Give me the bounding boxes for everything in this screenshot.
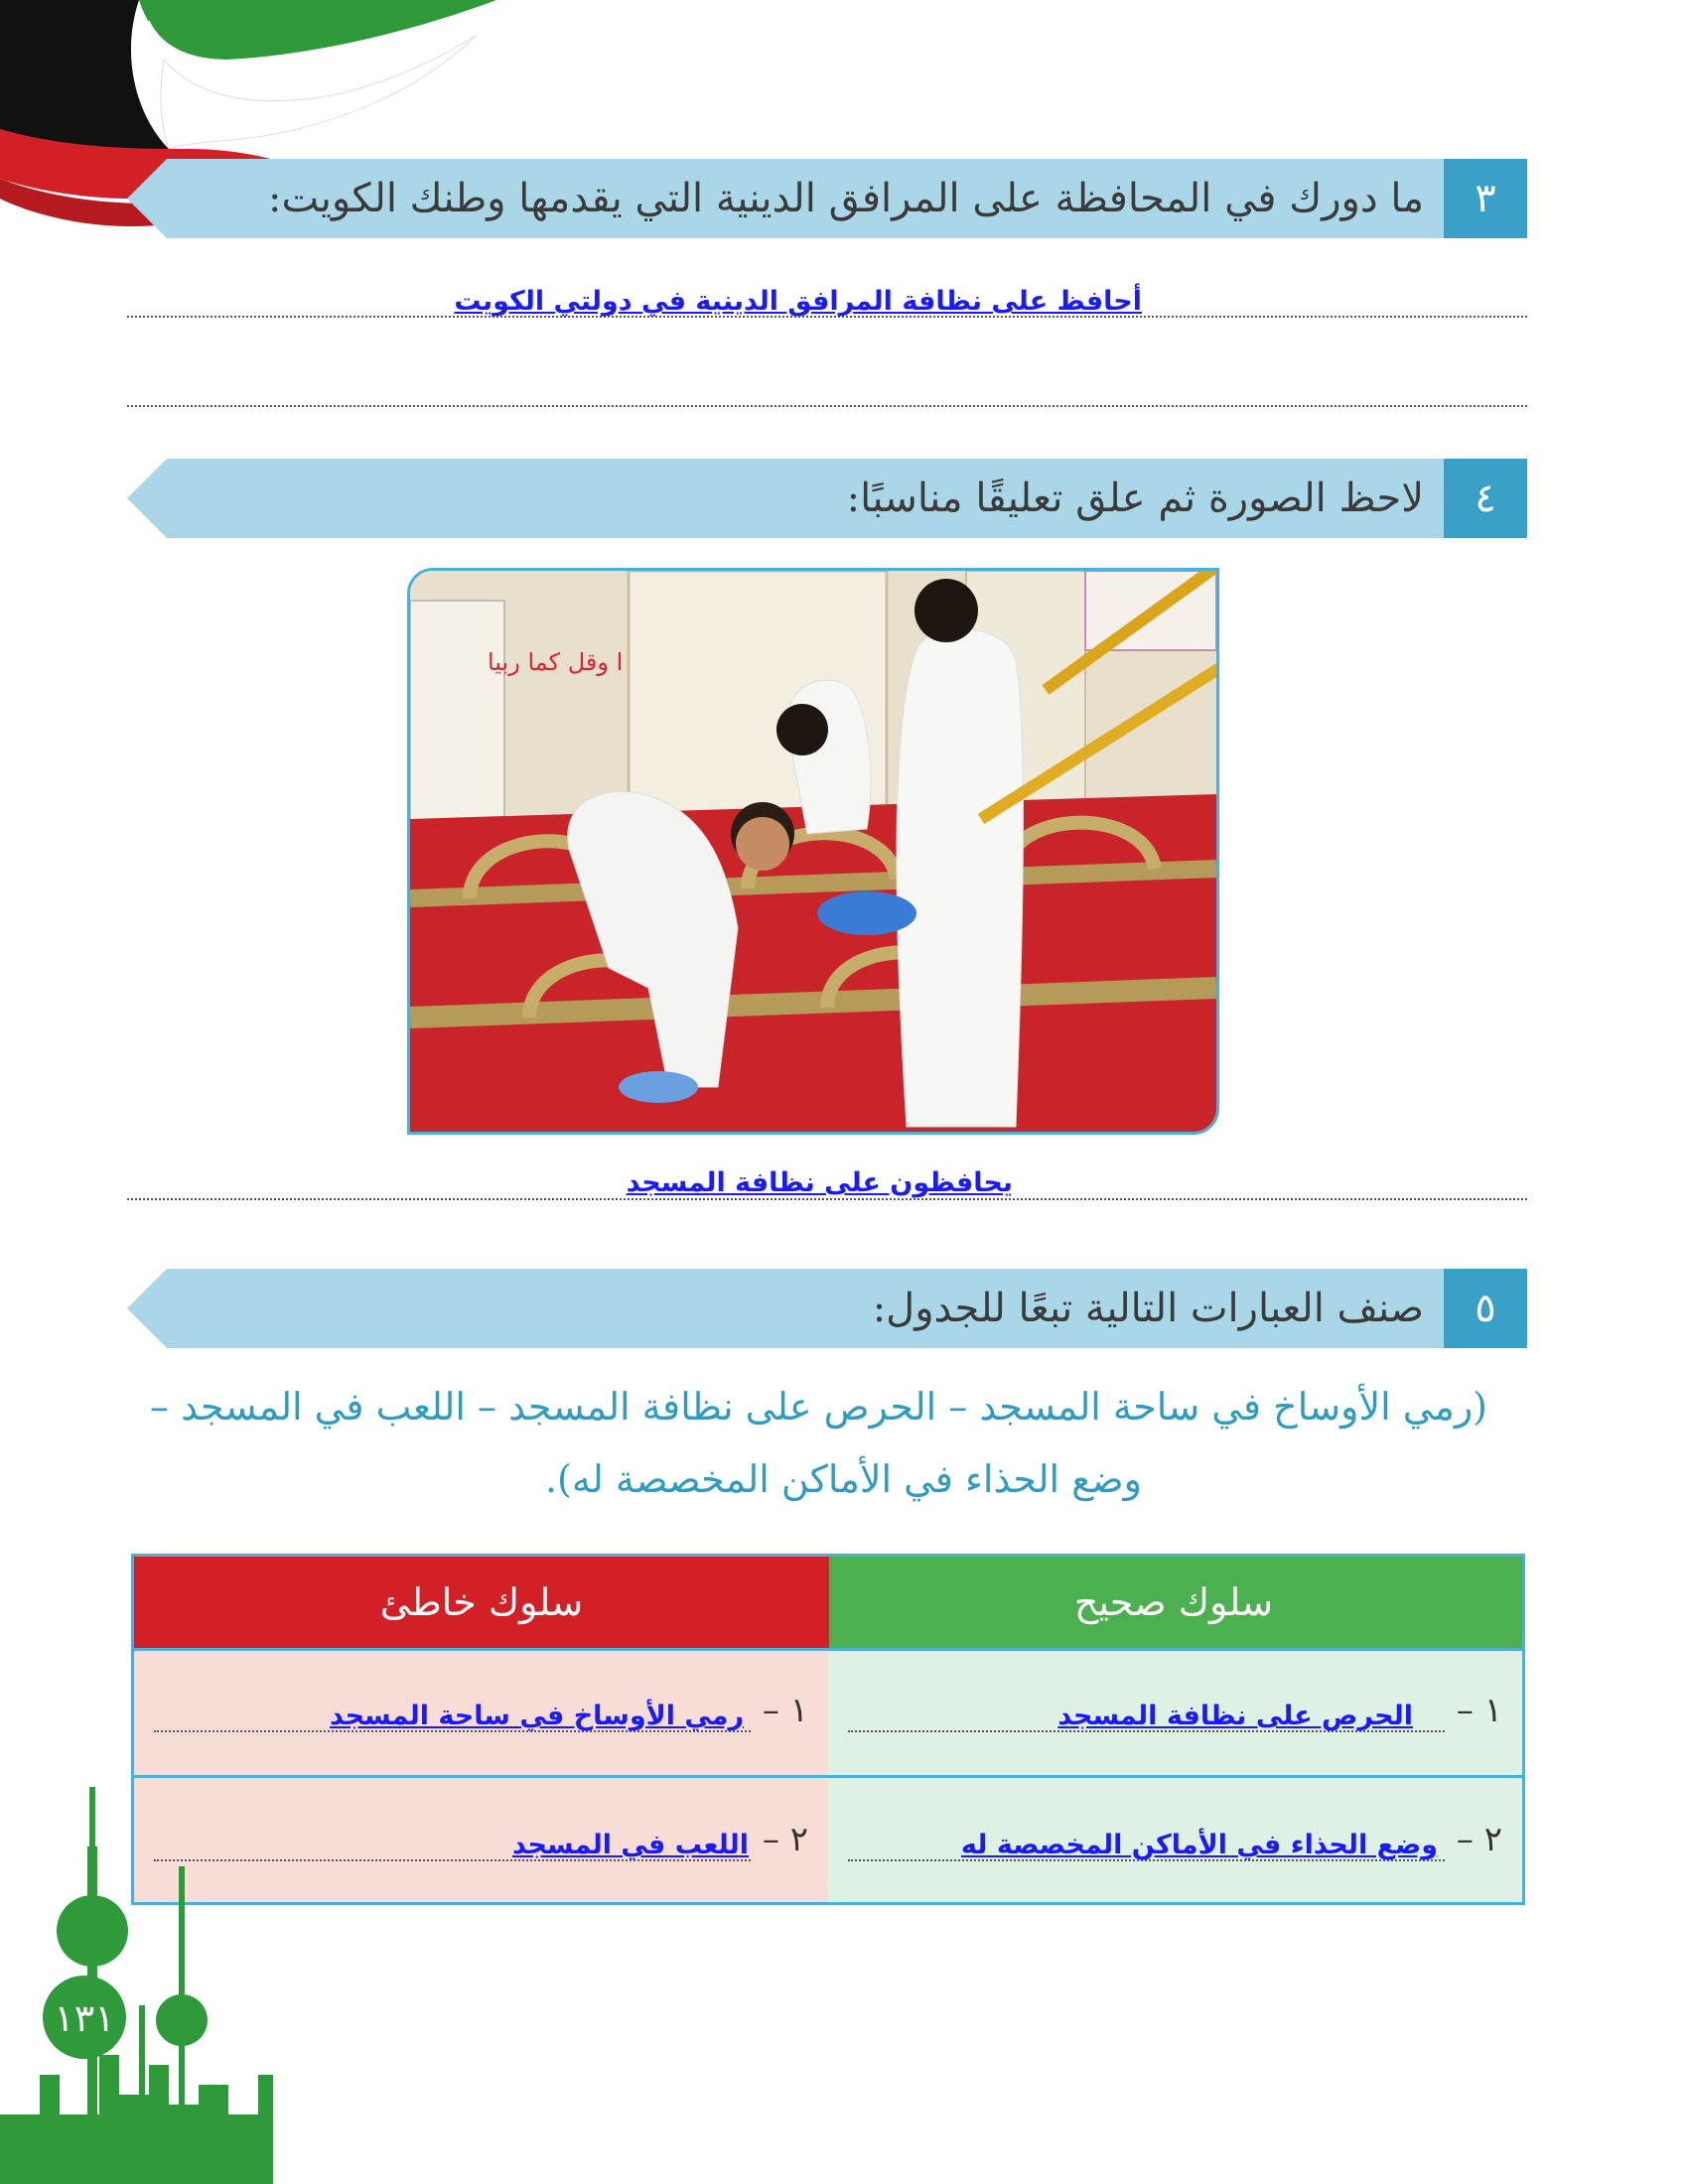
photo-illustration: [410, 571, 1216, 1132]
table-row-1-correct: [825, 1648, 1522, 1775]
row-2-correct-answer: وضع الحذاء في الأماكن المخصصة له: [960, 1830, 1438, 1860]
question-3-number: ٣: [1444, 159, 1527, 238]
wall-poster-text: ا وقل كما ربيا: [488, 648, 624, 676]
answer-line-q3-2: [127, 405, 1527, 407]
question-4-text: لاحظ الصورة ثم علق تعليقًا مناسبًا:: [846, 476, 1424, 521]
row-1-correct-answer: الحرص على نظافة المسجد: [1057, 1701, 1413, 1731]
answer-q4: يحافظون على نظافة المسجد: [626, 1167, 1013, 1198]
row-1-wrong-answer: رمي الأوساخ في ساحة المسجد: [329, 1701, 744, 1731]
question-3-text: ما دورك في المحافظة على المرافق الدينية التي يقدمها وطنك الكويت:: [267, 176, 1424, 221]
question-3-bar: [127, 159, 1527, 238]
row-1-number-wrong: ١ –: [762, 1691, 808, 1730]
question-4-bar: [127, 459, 1527, 538]
row-2-wrong-answer: اللعب في المسجد: [511, 1830, 749, 1860]
page-number: ١٣١: [54, 1996, 115, 2040]
mosque-cleaning-photo: [407, 568, 1219, 1135]
answer-line-q4: [127, 1198, 1527, 1200]
kuwait-towers-skyline: [0, 1787, 288, 2184]
table-row-1-wrong: [134, 1648, 828, 1775]
question-5-number: ٥: [1444, 1269, 1527, 1348]
question-5-bar: [127, 1269, 1527, 1348]
header-correct-behavior: سلوك صحيح: [825, 1557, 1522, 1648]
table-row-2-correct: [825, 1775, 1522, 1902]
row-2-number-wrong: ٢ –: [762, 1820, 808, 1859]
question-5-text: صنف العبارات التالية تبعًا للجدول:: [872, 1286, 1424, 1331]
question-4-number: ٤: [1444, 459, 1527, 538]
behavior-table: [131, 1554, 1525, 1905]
statement-line-1: (رمي الأوساخ في ساحة المسجد – الحرص على نظافة المسجد – اللعب في المسجد –: [150, 1385, 1487, 1429]
row-1-number-correct: ١ –: [1456, 1691, 1502, 1730]
row-2-number-correct: ٢ –: [1456, 1820, 1502, 1859]
statement-line-2: وضع الحذاء في الأماكن المخصصة له).: [544, 1457, 1142, 1501]
header-wrong-behavior: سلوك خاطئ: [134, 1557, 829, 1648]
answer-q3: أحافظ على نظافة المرافق الدينية في دولتي الكويت: [454, 286, 1142, 317]
